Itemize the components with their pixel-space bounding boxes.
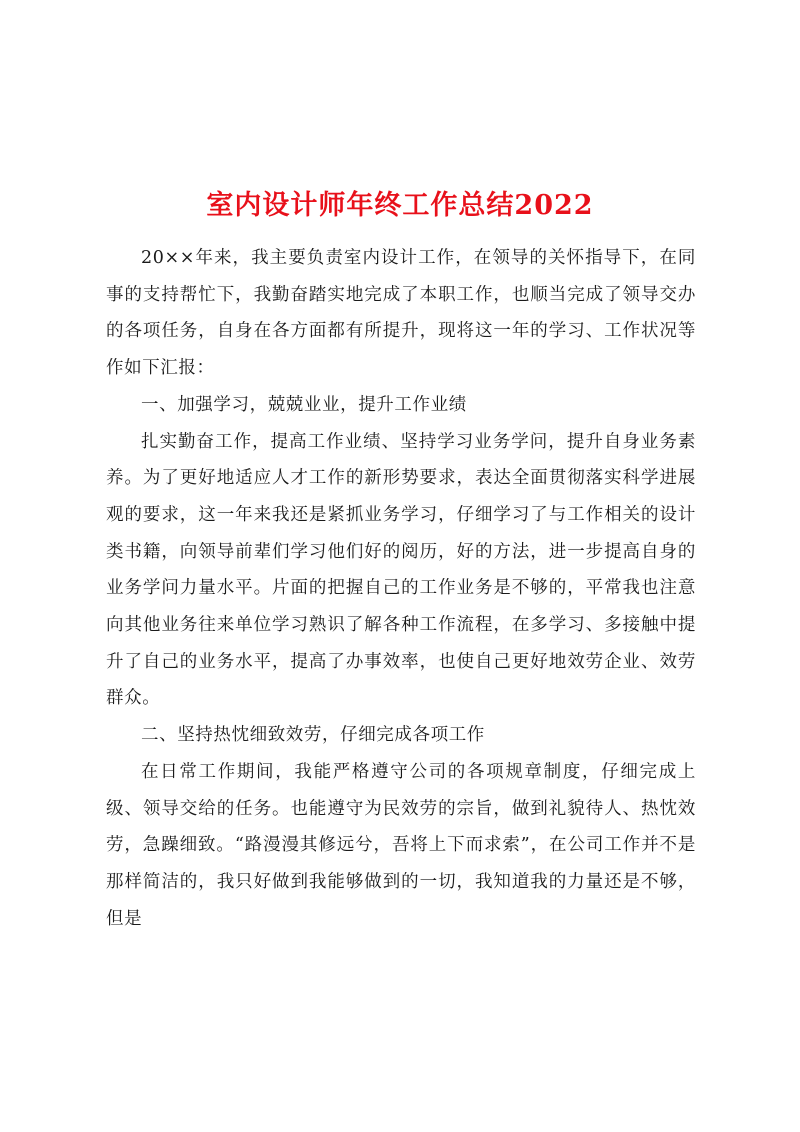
document-title: 室内设计师年终工作总结2022 (206, 190, 594, 222)
section-heading-2: 二、坚持热忱细致效劳，仔细完成各项工作 (141, 725, 485, 746)
document-body (106, 240, 696, 937)
paragraph-section-2: 在日常工作期间，我能严格遵守公司的各项规章制度，仔细完成上级、领导交给的任务。也能遵守为民效劳的宗旨，做到礼貌待人、热忱效劳，急躁细致。“路漫漫其修远兮，吾将上下而求索”，在公司工作并不是那样简洁的，我只好做到我能够做到的一切，我知道我的力量还是不够，但是 (106, 761, 696, 929)
paragraph-section-1: 扎实勤奋工作，提高工作业绩、坚持学习业务学问，提升自身业务素养。为了更好地适应人才工作的新形势要求，表达全面贯彻落实科学进展观的要求，这一年来我还是紧抓业务学习，仔细学习了与工作相关的设计类书籍，向领导前辈们学习他们好的阅历，好的方法，进一步提高自身的业务学问力量水平。片面的把握自己的工作业务是不够的，平常我也注意向其他业务往来单位学习熟识了解各种工作流程，在多学习、多接触中提升了自己的业务水平，提高了办事效率，也使自己更好地效劳企业、效劳群众。 (106, 431, 696, 709)
paragraph-intro: 20××年来，我主要负责室内设计工作，在领导的关怀指导下，在同事的支持帮忙下，我勤奋踏实地完成了本职工作，也顺当完成了领导交办的各项任务，自身在各方面都有所提升，现将这一年的学习、工作状况等作如下汇报： (106, 248, 696, 379)
section-heading-1: 一、加强学习，兢兢业业，提升工作业绩 (141, 394, 467, 415)
